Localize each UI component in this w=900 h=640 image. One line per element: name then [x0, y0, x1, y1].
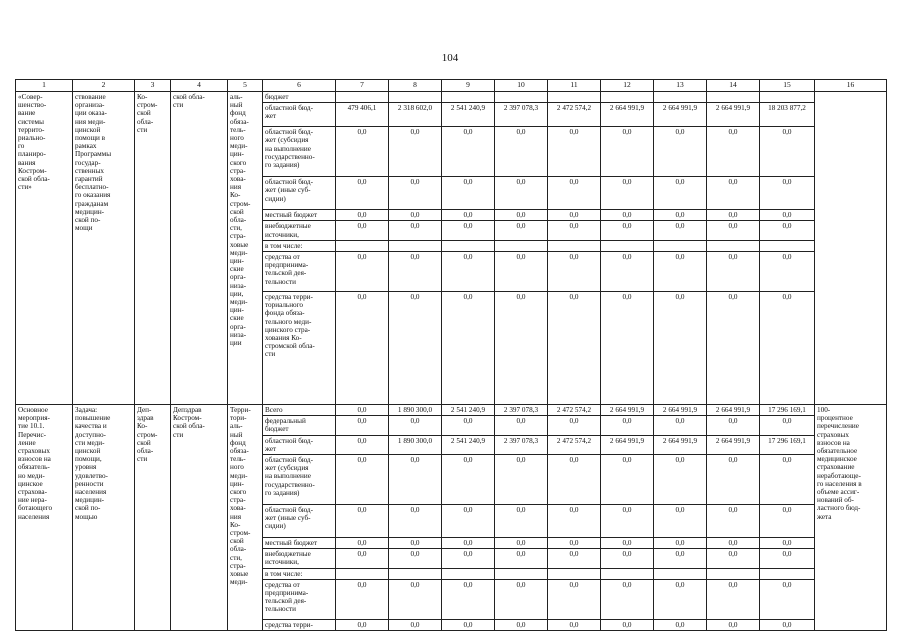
value-cell-col-15: 0,0 — [760, 221, 815, 240]
funding-source-cell: областной бюд- жет (субсидия на выполнение государственно- го задания) — [263, 455, 336, 505]
value-cell-col-12: 0,0 — [601, 210, 654, 221]
value-cell-col-10: 0,0 — [495, 177, 548, 210]
value-cell-col-10: 2 397 078,3 — [495, 405, 548, 416]
value-cell-col-12: 2 664 991,9 — [601, 103, 654, 127]
value-cell-col-11 — [548, 568, 601, 579]
value-cell-col-15: 0,0 — [760, 538, 815, 549]
funding-source-cell: областной бюд- жет (иные суб- сидии) — [263, 177, 336, 210]
value-cell-col-13: 0,0 — [654, 505, 707, 538]
funding-source-cell: средства от предпринима- тельской дея- тельности — [263, 252, 336, 292]
value-cell-col-12 — [601, 240, 654, 251]
value-cell-col-15: 0,0 — [760, 127, 815, 177]
value-cell-col-10: 0,0 — [495, 538, 548, 549]
value-cell-col-13: 0,0 — [654, 538, 707, 549]
value-cell-col-13 — [654, 568, 707, 579]
funding-source-cell: бюджет — [263, 92, 336, 103]
value-cell-col-10: 2 397 078,3 — [495, 103, 548, 127]
value-cell-col-9: 0,0 — [442, 221, 495, 240]
value-cell-col-15: 0,0 — [760, 579, 815, 619]
value-cell-col-7: 0,0 — [336, 455, 389, 505]
column-header-16: 16 — [815, 80, 887, 92]
value-cell-col-8 — [389, 240, 442, 251]
value-cell-col-9: 0,0 — [442, 538, 495, 549]
value-cell-col-12: 0,0 — [601, 579, 654, 619]
value-cell-col-14: 2 664 991,9 — [707, 405, 760, 416]
value-cell-col-7: 0,0 — [336, 210, 389, 221]
value-cell-col-13: 0,0 — [654, 252, 707, 292]
value-cell-col-11 — [548, 240, 601, 251]
column-header-12: 12 — [601, 80, 654, 92]
value-cell-col-9: 0,0 — [442, 210, 495, 221]
budget-table — [15, 79, 887, 631]
value-cell-col-15 — [760, 92, 815, 103]
value-cell-col-15: 0,0 — [760, 416, 815, 435]
value-cell-col-13: 2 664 991,9 — [654, 435, 707, 454]
funding-source-cell: областной бюд- жет (субсидия на выполнение государственно- го задания) — [263, 127, 336, 177]
funding-source-cell: средства терри- — [263, 619, 336, 630]
funding-source-cell: в том числе: — [263, 568, 336, 579]
value-cell-col-11 — [548, 92, 601, 103]
value-cell-col-15: 0,0 — [760, 292, 815, 405]
value-cell-col-9: 0,0 — [442, 292, 495, 405]
value-cell-col-13: 0,0 — [654, 127, 707, 177]
value-cell-col-11: 0,0 — [548, 549, 601, 568]
value-cell-col-7: 0,0 — [336, 127, 389, 177]
value-cell-col-7 — [336, 568, 389, 579]
value-cell-col-8: 0,0 — [389, 455, 442, 505]
value-cell-col-13: 0,0 — [654, 579, 707, 619]
value-cell-col-15: 0,0 — [760, 252, 815, 292]
task-cell: Задача: повышение качества и доступно- сти меди- цинской помощи, уровня удовлетво- ренности населения медицин- ской по- мощью — [73, 405, 135, 631]
funding-source-cell: внебюджетные источники, — [263, 549, 336, 568]
value-cell-col-9 — [442, 568, 495, 579]
value-cell-col-9: 0,0 — [442, 416, 495, 435]
table-body — [16, 80, 887, 631]
value-cell-col-8 — [389, 568, 442, 579]
funding-source-cell: средства от предпринима- тельской дея- тельности — [263, 579, 336, 619]
value-cell-col-15: 0,0 — [760, 505, 815, 538]
value-cell-col-7: 0,0 — [336, 252, 389, 292]
value-cell-col-8: 2 318 602,0 — [389, 103, 442, 127]
value-cell-col-7: 0,0 — [336, 416, 389, 435]
value-cell-col-13: 0,0 — [654, 455, 707, 505]
value-cell-col-8: 0,0 — [389, 177, 442, 210]
value-cell-col-9: 0,0 — [442, 127, 495, 177]
value-cell-col-11: 0,0 — [548, 210, 601, 221]
value-cell-col-9: 0,0 — [442, 252, 495, 292]
value-cell-col-14: 0,0 — [707, 416, 760, 435]
value-cell-col-14: 0,0 — [707, 505, 760, 538]
value-cell-col-13: 0,0 — [654, 549, 707, 568]
value-cell-col-13: 0,0 — [654, 177, 707, 210]
funding-source-cell: областной бюд- жет — [263, 103, 336, 127]
value-cell-col-13 — [654, 240, 707, 251]
value-cell-col-14 — [707, 240, 760, 251]
column-header-4: 4 — [171, 80, 228, 92]
value-cell-col-9: 0,0 — [442, 505, 495, 538]
column-header-8: 8 — [389, 80, 442, 92]
value-cell-col-8: 0,0 — [389, 292, 442, 405]
event-name-cell: «Совер- шенство- вание системы террито- риально- го планиро- вания Костром- ской обла- сти» — [16, 92, 73, 405]
value-cell-col-15 — [760, 568, 815, 579]
value-cell-col-15: 0,0 — [760, 177, 815, 210]
value-cell-col-9: 0,0 — [442, 455, 495, 505]
column-header-7: 7 — [336, 80, 389, 92]
value-cell-col-12: 0,0 — [601, 455, 654, 505]
value-cell-col-10: 0,0 — [495, 505, 548, 538]
value-cell-col-9 — [442, 240, 495, 251]
value-cell-col-14: 0,0 — [707, 177, 760, 210]
value-cell-col-10: 0,0 — [495, 127, 548, 177]
value-cell-col-7: 0,0 — [336, 177, 389, 210]
value-cell-col-15 — [760, 240, 815, 251]
column-header-6: 6 — [263, 80, 336, 92]
value-cell-col-14 — [707, 92, 760, 103]
value-cell-col-8: 0,0 — [389, 221, 442, 240]
value-cell-col-11: 0,0 — [548, 538, 601, 549]
funding-source-cell: местный бюджет — [263, 210, 336, 221]
column-header-10: 10 — [495, 80, 548, 92]
funding-source-cell: местный бюджет — [263, 538, 336, 549]
value-cell-col-11: 0,0 — [548, 619, 601, 630]
value-cell-col-10: 0,0 — [495, 579, 548, 619]
value-cell-col-9: 0,0 — [442, 177, 495, 210]
value-cell-col-8: 0,0 — [389, 579, 442, 619]
value-cell-col-10: 0,0 — [495, 252, 548, 292]
value-cell-col-10: 0,0 — [495, 619, 548, 630]
value-cell-col-8: 0,0 — [389, 549, 442, 568]
value-cell-col-7: 0,0 — [336, 579, 389, 619]
value-cell-col-12: 0,0 — [601, 127, 654, 177]
value-cell-col-9: 2 541 240,9 — [442, 103, 495, 127]
column-header-2: 2 — [73, 80, 135, 92]
event-name-cell: Основное мероприя- тие 10.1. Перечис- ление страховых взносов на обязатель- но меди- цинское страхова- ние нера- ботающего населения — [16, 405, 73, 631]
value-cell-col-7: 0,0 — [336, 538, 389, 549]
value-cell-col-11: 0,0 — [548, 221, 601, 240]
value-cell-col-13: 2 664 991,9 — [654, 103, 707, 127]
value-cell-col-12: 2 664 991,9 — [601, 435, 654, 454]
value-cell-col-7: 0,0 — [336, 619, 389, 630]
value-cell-col-14: 0,0 — [707, 579, 760, 619]
value-cell-col-13: 0,0 — [654, 619, 707, 630]
value-cell-col-15: 17 296 169,1 — [760, 405, 815, 416]
value-cell-col-10: 0,0 — [495, 549, 548, 568]
value-cell-col-11: 0,0 — [548, 416, 601, 435]
value-cell-col-15: 17 296 169,1 — [760, 435, 815, 454]
value-cell-col-10: 0,0 — [495, 221, 548, 240]
value-cell-col-11: 0,0 — [548, 505, 601, 538]
value-cell-col-8: 1 890 300,0 — [389, 405, 442, 416]
value-cell-col-15: 0,0 — [760, 619, 815, 630]
value-cell-col-12: 0,0 — [601, 177, 654, 210]
value-cell-col-14: 0,0 — [707, 210, 760, 221]
result-cell — [815, 92, 887, 405]
coordinator-cell: ской обла- сти — [171, 92, 228, 405]
customer-cell: Ко- стром- ской обла- сти — [135, 92, 171, 405]
value-cell-col-13: 0,0 — [654, 292, 707, 405]
value-cell-col-10: 2 397 078,3 — [495, 435, 548, 454]
value-cell-col-9: 2 541 240,9 — [442, 405, 495, 416]
value-cell-col-11: 0,0 — [548, 579, 601, 619]
value-cell-col-14: 2 664 991,9 — [707, 435, 760, 454]
value-cell-col-7: 0,0 — [336, 292, 389, 405]
column-header-9: 9 — [442, 80, 495, 92]
value-cell-col-15: 0,0 — [760, 210, 815, 221]
value-cell-col-13: 0,0 — [654, 210, 707, 221]
value-cell-col-14: 0,0 — [707, 455, 760, 505]
header-row — [16, 80, 887, 92]
value-cell-col-10: 0,0 — [495, 416, 548, 435]
column-header-3: 3 — [135, 80, 171, 92]
value-cell-col-9 — [442, 92, 495, 103]
value-cell-col-10 — [495, 240, 548, 251]
executor-cell: Терри- тори- аль- ный фонд обяза- тель- ного меди- цин- ского стра- хова- ния Ко- стром- ской обла- сти, стра- ховые меди- — [228, 405, 263, 631]
value-cell-col-10: 0,0 — [495, 455, 548, 505]
column-header-5: 5 — [228, 80, 263, 92]
value-cell-col-8: 0,0 — [389, 210, 442, 221]
value-cell-col-12: 2 664 991,9 — [601, 405, 654, 416]
value-cell-col-12: 0,0 — [601, 292, 654, 405]
funding-source-cell: средства терри- ториального фонда обяза- тельного меди- цинского стра- хования Ко- стромской обла- сти — [263, 292, 336, 405]
value-cell-col-7: 0,0 — [336, 221, 389, 240]
value-cell-col-14: 2 664 991,9 — [707, 103, 760, 127]
page-number: 104 — [441, 52, 459, 64]
value-cell-col-7 — [336, 240, 389, 251]
value-cell-col-9: 0,0 — [442, 579, 495, 619]
value-cell-col-12: 0,0 — [601, 252, 654, 292]
value-cell-col-12: 0,0 — [601, 619, 654, 630]
value-cell-col-14 — [707, 568, 760, 579]
column-header-14: 14 — [707, 80, 760, 92]
value-cell-col-7 — [336, 92, 389, 103]
value-cell-col-11: 2 472 574,2 — [548, 405, 601, 416]
value-cell-col-9: 0,0 — [442, 549, 495, 568]
funding-source-cell: Всего — [263, 405, 336, 416]
value-cell-col-13: 0,0 — [654, 416, 707, 435]
value-cell-col-10 — [495, 92, 548, 103]
value-cell-col-7: 0,0 — [336, 435, 389, 454]
value-cell-col-12: 0,0 — [601, 505, 654, 538]
value-cell-col-10: 0,0 — [495, 292, 548, 405]
funding-source-cell: в том числе: — [263, 240, 336, 251]
value-cell-col-12: 0,0 — [601, 538, 654, 549]
value-cell-col-11: 2 472 574,2 — [548, 435, 601, 454]
column-header-15: 15 — [760, 80, 815, 92]
value-cell-col-8: 0,0 — [389, 416, 442, 435]
value-cell-col-12: 0,0 — [601, 416, 654, 435]
value-cell-col-7: 0,0 — [336, 405, 389, 416]
value-cell-col-14: 0,0 — [707, 221, 760, 240]
funding-source-cell: внебюджетные источники, — [263, 221, 336, 240]
value-cell-col-15: 0,0 — [760, 549, 815, 568]
executor-cell: аль- ный фонд обяза- тель- ного меди- цин- ского стра- хова- ния Ко- стром- ской обла- сти, стра- ховые меди- цин- ские орга- низа- ции, меди- цин- ские орга- низа- ции — [228, 92, 263, 405]
value-cell-col-11: 2 472 574,2 — [548, 103, 601, 127]
value-cell-col-14: 0,0 — [707, 127, 760, 177]
value-cell-col-10 — [495, 568, 548, 579]
customer-cell: Деп- здрав Ко- стром- ской обла- сти — [135, 405, 171, 631]
value-cell-col-14: 0,0 — [707, 252, 760, 292]
table-row — [16, 92, 887, 103]
value-cell-col-13 — [654, 92, 707, 103]
value-cell-col-10: 0,0 — [495, 210, 548, 221]
value-cell-col-11: 0,0 — [548, 252, 601, 292]
value-cell-col-7: 0,0 — [336, 549, 389, 568]
value-cell-col-14: 0,0 — [707, 549, 760, 568]
result-cell: 100- процентное перечисление страховых взносов на обязательное медицинское страхование неработающе- го населения в объеме ассиг- нований об- ластного бюд- жета — [815, 405, 887, 631]
value-cell-col-8: 0,0 — [389, 127, 442, 177]
task-cell: ствование организа- ции оказа- ния меди- цинской помощи в рамках Программы государ- ственных гарантий бесплатно- го оказания гражданам медицин- ской по- мощи — [73, 92, 135, 405]
value-cell-col-11: 0,0 — [548, 177, 601, 210]
value-cell-col-8: 1 890 300,0 — [389, 435, 442, 454]
coordinator-cell: Депздрав Костром- ской обла- сти — [171, 405, 228, 631]
value-cell-col-14: 0,0 — [707, 538, 760, 549]
value-cell-col-15: 18 203 877,2 — [760, 103, 815, 127]
value-cell-col-8: 0,0 — [389, 505, 442, 538]
funding-source-cell: областной бюд- жет — [263, 435, 336, 454]
table-row — [16, 405, 887, 416]
value-cell-col-12 — [601, 568, 654, 579]
value-cell-col-7: 0,0 — [336, 505, 389, 538]
value-cell-col-12: 0,0 — [601, 221, 654, 240]
value-cell-col-11: 0,0 — [548, 127, 601, 177]
value-cell-col-8 — [389, 92, 442, 103]
column-header-11: 11 — [548, 80, 601, 92]
value-cell-col-8: 0,0 — [389, 619, 442, 630]
value-cell-col-12: 0,0 — [601, 549, 654, 568]
value-cell-col-14: 0,0 — [707, 619, 760, 630]
value-cell-col-11: 0,0 — [548, 455, 601, 505]
value-cell-col-9: 2 541 240,9 — [442, 435, 495, 454]
value-cell-col-7: 479 406,1 — [336, 103, 389, 127]
value-cell-col-8: 0,0 — [389, 538, 442, 549]
value-cell-col-15: 0,0 — [760, 455, 815, 505]
value-cell-col-8: 0,0 — [389, 252, 442, 292]
column-header-1: 1 — [16, 80, 73, 92]
value-cell-col-13: 0,0 — [654, 221, 707, 240]
funding-source-cell: федеральный бюджет — [263, 416, 336, 435]
value-cell-col-14: 0,0 — [707, 292, 760, 405]
value-cell-col-13: 2 664 991,9 — [654, 405, 707, 416]
value-cell-col-12 — [601, 92, 654, 103]
funding-source-cell: областной бюд- жет (иные суб- сидии) — [263, 505, 336, 538]
value-cell-col-11: 0,0 — [548, 292, 601, 405]
value-cell-col-9: 0,0 — [442, 619, 495, 630]
column-header-13: 13 — [654, 80, 707, 92]
